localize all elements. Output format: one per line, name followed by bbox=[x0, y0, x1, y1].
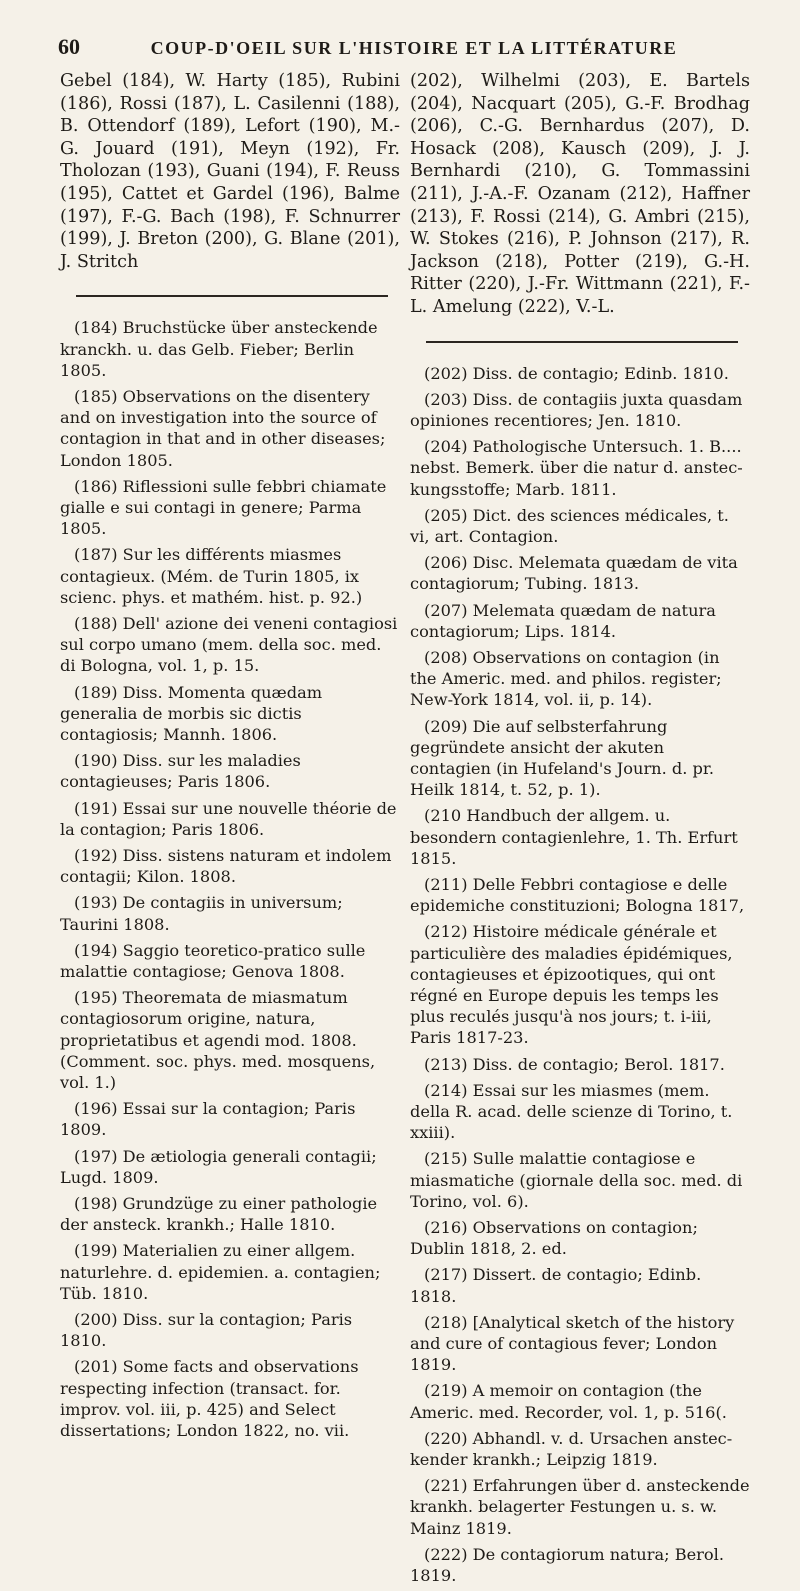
footnote-entry: (193) De contagiis in universum; Taurini 1808. bbox=[60, 893, 343, 934]
footnote-entry: (194) Saggio teoretico-pratico sulle malattie contagiose; Genova 1808. bbox=[60, 940, 366, 982]
footnote-entry: (189) Diss. Momenta quædam generalia de morbis sic dictis contagiosis; Mannh. 1806. bbox=[60, 682, 323, 744]
footnote-entry: (219) A memoir on contagion (the Americ. med. Recorder, vol. 1, p. 516(. bbox=[410, 1381, 727, 1422]
footnote-entry: (209) Die auf selbsterfahrung gegründete ansicht der akuten contagien (in Hufeland's Journ. d. pr. Heilk 1814, t. 52, p. 1). bbox=[410, 716, 715, 800]
page-number: 60 bbox=[58, 34, 80, 59]
footnote-entry: (207) Melemata quædam de natura contagiorum; Lips. 1814. bbox=[410, 600, 716, 641]
footnotes-left bbox=[60, 317, 400, 1441]
footnote-entry: (196) Essai sur la contagion; Paris 1809. bbox=[60, 1099, 356, 1140]
footnote-entry: (197) De ætiologia generali contagii; Lugd. 1809. bbox=[60, 1146, 377, 1187]
author-list-left: Gebel (184), W. Harty (185), Rubini (186), Rossi (187), L. Casilenni (188), B. Ottendorf (189), Lefort (190), M.-G. Jouard (191), Meyn (192), Fr. Tholozan (193), Guani (194), F. Reuss (195), Cattet et Gardel (196), Balme (197), F.-G. Bach (198), F. Schnurrer (199), J. Breton (200), G. Blane (201), J. Stritch bbox=[60, 71, 400, 272]
footnote-entry: (201) Some facts and observations respecting infection (transact. for. improv. vol. iii, p. 425) and Select dissertations; London 1822, no. vii. bbox=[60, 1357, 359, 1441]
footnote-entry: (212) Histoire médicale générale et particulière des maladies épidémiques, contagieuses et épizootiques, qui ont régné en Europe depuis les temps les plus reculés jusqu'à nos jours; t. i-iii, Paris 1817-23. bbox=[410, 922, 733, 1048]
running-title: COUP-D'OEIL SUR L'HISTOIRE ET LA LITTÉRATURE bbox=[150, 38, 678, 58]
footnote-entry: (205) Dict. des sciences médicales, t. vi, art. Contagion. bbox=[410, 505, 729, 546]
footnote-entry: (221) Erfahrungen über d. ansteckende krankh. belagerter Festungen u. s. w. Mainz 1819. bbox=[410, 1476, 750, 1538]
footnote-entry: (211) Delle Febbri contagiose e delle epidemiche constituzioni; Bologna 1817, bbox=[410, 875, 745, 916]
footnote-entry: (188) Dell' azione dei veneni contagiosi sul corpo umano (mem. della soc. med. di Bologna, vol. 1, p. 15. bbox=[60, 613, 398, 676]
footnote-entry: (208) Observations on contagion (in the Americ. med. and philos. register; New-York 1814, vol. ii, p. 14). bbox=[410, 647, 722, 710]
footnote-entry: (204) Pathologische Untersuch. 1. B.... nebst. Bemerk. über die natur d. anstec-kungsstoffe; Marb. 1811. bbox=[410, 437, 743, 499]
footnote-entry: (213) Diss. de contagio; Berol. 1817. bbox=[424, 1054, 725, 1074]
footnote-entry: (191) Essai sur une nouvelle théorie de la contagion; Paris 1806. bbox=[60, 798, 397, 839]
footnotes-right bbox=[410, 363, 750, 1587]
footnote-entry: (215) Sulle malattie contagiose e miasmatiche (giornale della soc. med. di Torino, vol. 6). bbox=[410, 1149, 743, 1211]
page-header bbox=[58, 34, 750, 60]
footnote-entry: (218) [Analytical sketch of the history and cure of contagious fever; London 1819. bbox=[410, 1312, 735, 1375]
right-column bbox=[410, 70, 750, 1591]
footnote-entry: (203) Diss. de contagiis juxta quasdam opiniones recentiores; Jen. 1810. bbox=[410, 389, 743, 430]
footnote-entry: (217) Dissert. de contagio; Edinb. 1818. bbox=[410, 1265, 702, 1306]
footnote-entry: (206) Disc. Melemata quædam de vita contagiorum; Tubing. 1813. bbox=[410, 553, 738, 594]
footnote-entry: (214) Essai sur les miasmes (mem. della R. acad. delle scienze di Torino, t. xxiii). bbox=[410, 1080, 733, 1143]
footnote-entry: (199) Materialien zu einer allgem. naturlehre. d. epidemien. a. contagien; Tüb. 1810. bbox=[60, 1241, 381, 1303]
footnote-entry: (192) Diss. sistens naturam et indolem contagii; Kilon. 1808. bbox=[60, 846, 392, 887]
footnote-entry: (184) Bruchstücke über ansteckende kranckh. u. das Gelb. Fieber; Berlin 1805. bbox=[60, 318, 378, 380]
footnote-entry: (187) Sur les différents miasmes contagieux. (Mém. de Turin 1805, ix scienc. phys. et mathém. hist. p. 92.) bbox=[60, 545, 363, 607]
footnote-entry: (195) Theoremata de miasmatum contagiosorum origine, natura, proprietatibus et agendi mod. 1808. (Comment. soc. phys. med. mosquens, vol. 1.) bbox=[60, 988, 376, 1093]
left-column bbox=[60, 70, 400, 1446]
footnote-entry: (202) Diss. de contagio; Edinb. 1810. bbox=[424, 363, 729, 383]
footnote-entry: (186) Riflessioni sulle febbri chiamate gialle e sui contagi in genere; Parma 1805. bbox=[60, 476, 387, 539]
footnote-entry: (222) De contagiorum natura; Berol. 1819. bbox=[410, 1544, 724, 1586]
footnote-entry: (220) Abhandl. v. d. Ursachen anstec-kender krankh.; Leipzig 1819. bbox=[410, 1428, 733, 1470]
footnote-entry: (216) Observations on contagion; Dublin 1818, 2. ed. bbox=[410, 1218, 698, 1259]
section-rule bbox=[76, 295, 388, 297]
author-list-right: (202), Wilhelmi (203), E. Bartels (204), Nacquart (205), G.-F. Brodhag (206), C.-G. Bernhardus (207), D. Hosack (208), Kausch (209), J. J. Bernhardi (210), G. Tommassini (211), J.-A.-F. Ozanam (212), Haffner (213), F. Rossi (214), G. Ambri (215), W. Stokes (216), P. Johnson (217), R. Jackson (218), Potter (219), G.-H. Ritter (220), J.-Fr. Wittmann (221), F.-L. Amelung (222), V.-L. bbox=[410, 71, 750, 317]
footnote-entry: (185) Observations on the disentery and on investigation into the source of contagion in that and in other diseases; London 1805. bbox=[60, 386, 386, 470]
section-rule bbox=[426, 341, 738, 343]
footnote-entry: (198) Grundzüge zu einer pathologie der ansteck. krankh.; Halle 1810. bbox=[60, 1194, 378, 1235]
footnote-entry: (200) Diss. sur la contagion; Paris 1810. bbox=[60, 1310, 353, 1351]
footnote-entry: (210 Handbuch der allgem. u. besondern contagienlehre, 1. Th. Erfurt 1815. bbox=[410, 806, 738, 868]
footnote-entry: (190) Diss. sur les maladies contagieuses; Paris 1806. bbox=[60, 751, 301, 792]
